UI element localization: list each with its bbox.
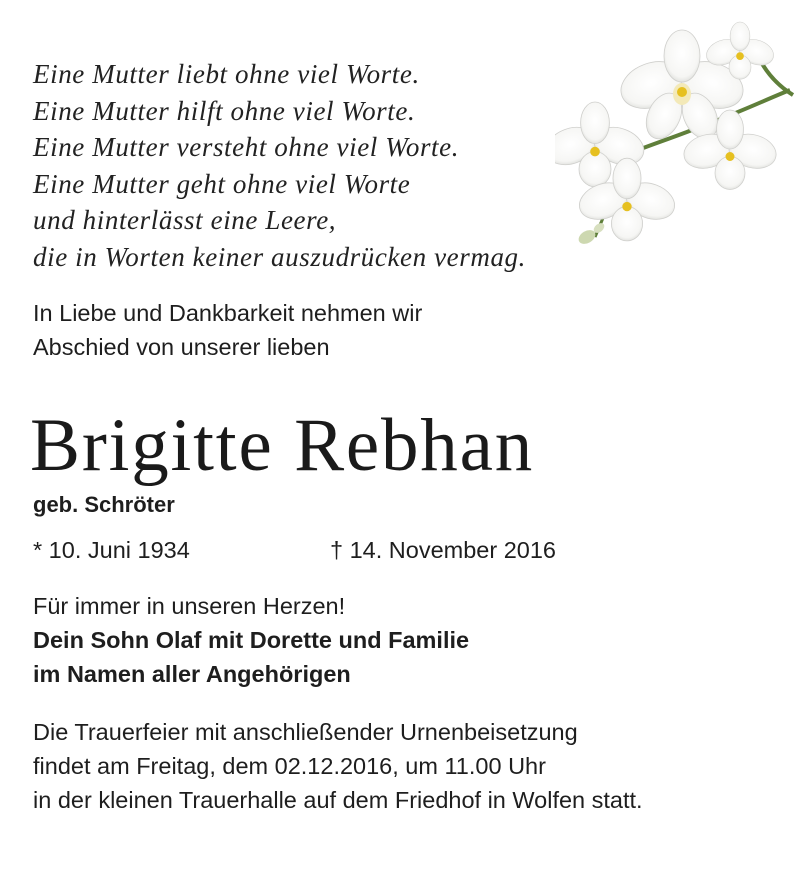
intro-line: In Liebe und Dankbarkeit nehmen wir [33, 300, 423, 326]
white-orchid-icon [555, 15, 795, 250]
poem-line: Eine Mutter liebt ohne viel Worte. [33, 59, 420, 89]
poem-line: und hinterlässt eine Leere, [33, 205, 337, 235]
poem-line: die in Worten keiner auszudrücken vermag. [33, 241, 526, 272]
birth-date: * 10. Juni 1934 [33, 537, 190, 563]
intro-text [33, 296, 422, 364]
relatives-line: im Namen aller Angehörigen [33, 661, 351, 687]
service-line: in der kleinen Trauerhalle auf dem Friedhof in Wolfen statt. [33, 787, 643, 813]
maiden-name: geb. Schröter [33, 492, 175, 517]
death-date: † 14. November 2016 [330, 537, 557, 563]
family-farewell [33, 589, 469, 691]
poem-line: Eine Mutter hilft ohne viel Worte. [33, 95, 416, 126]
poem-line: Eine Mutter geht ohne viel Worte [33, 168, 411, 199]
service-line: Die Trauerfeier mit anschließender Urnenbeisetzung [33, 719, 578, 745]
deceased-name: Brigitte Rebhan [30, 404, 534, 487]
farewell-line: Für immer in unseren Herzen! [33, 593, 346, 619]
service-line: findet am Freitag, dem 02.12.2016, um 11.00 Uhr [33, 753, 546, 779]
memorial-poem [33, 56, 526, 275]
intro-line: Abschied von unserer lieben [33, 334, 330, 360]
service-details [33, 715, 643, 817]
family-names: Dein Sohn Olaf mit Dorette und Familie [33, 627, 470, 653]
poem-line: Eine Mutter versteht ohne viel Worte. [33, 132, 460, 162]
